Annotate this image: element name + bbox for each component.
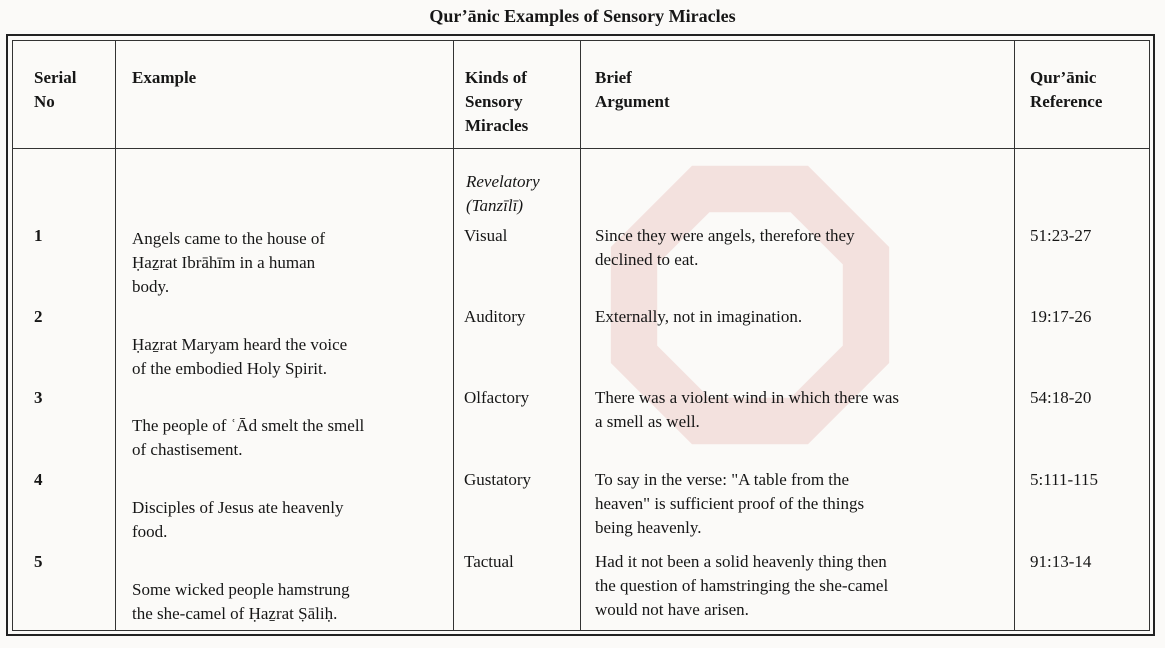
row-4-example: Disciples of Jesus ate heavenly food. — [132, 498, 344, 541]
column-divider — [580, 40, 581, 631]
category-label: Revelatory (Tanzīlī) — [466, 172, 540, 215]
row-4-reference: 5:111-115 — [1030, 470, 1098, 489]
header-divider — [12, 148, 1150, 149]
row-2-example: Ḥaẕrat Maryam heard the voice of the embodied Holy Spirit. — [132, 335, 348, 378]
row-2-reference: 19:17-26 — [1030, 307, 1092, 326]
column-divider — [1014, 40, 1015, 631]
row-2-serial: 2 — [34, 307, 43, 326]
row-3-example: The people of ʿĀd smelt the smell of chastisement. — [132, 416, 365, 459]
column-divider — [453, 40, 454, 631]
row-5-example: Some wicked people hamstrung the she-camel of Ḥaẕrat Ṣāliḥ. — [132, 580, 350, 623]
column-divider — [115, 40, 116, 631]
row-1-kind: Visual — [464, 226, 508, 245]
row-4-kind: Gustatory — [464, 470, 532, 489]
row-5-argument: Had it not been a solid heavenly thing then the question of hamstringing the she-camel would not have arisen. — [595, 552, 889, 619]
row-3-kind: Olfactory — [464, 388, 530, 407]
header-example: Example — [132, 68, 197, 87]
row-4-serial: 4 — [34, 470, 43, 489]
header-kinds: Kinds of Sensory Miracles — [465, 68, 529, 135]
row-3-argument: There was a violent wind in which there was a smell as well. — [595, 388, 900, 431]
header-serial: Serial No — [34, 68, 77, 111]
row-4-argument: To say in the verse: "A table from the heaven" is sufficient proof of the things being heavenly. — [595, 470, 865, 537]
row-3-serial: 3 — [34, 388, 43, 407]
table-caption: Qur’ānic Examples of Sensory Miracles — [429, 6, 736, 26]
row-5-serial: 5 — [34, 552, 43, 571]
header-reference: Qur’ānic Reference — [1030, 68, 1103, 111]
row-2-kind: Auditory — [464, 307, 526, 326]
row-1-example: Angels came to the house of Ḥaẕrat Ibrāhīm in a human body. — [132, 229, 326, 296]
row-5-kind: Tactual — [464, 552, 514, 571]
row-1-serial: 1 — [34, 226, 43, 245]
row-1-argument: Since they were angels, therefore they declined to eat. — [595, 226, 855, 269]
row-3-reference: 54:18-20 — [1030, 388, 1092, 407]
row-1-reference: 51:23-27 — [1030, 226, 1092, 245]
row-5-reference: 91:13-14 — [1030, 552, 1092, 571]
header-argument: Brief Argument — [595, 68, 670, 111]
row-2-argument: Externally, not in imagination. — [595, 307, 803, 326]
